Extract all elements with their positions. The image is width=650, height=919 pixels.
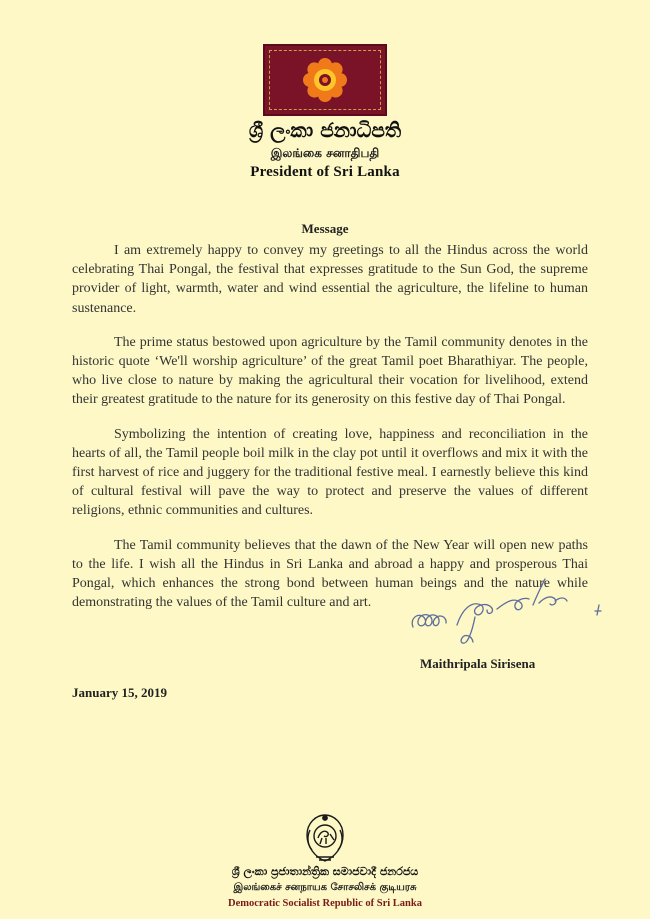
national-emblem-icon [302, 812, 348, 864]
paragraph-3: Symbolizing the intention of creating love, happiness and reconciliation in the hearts of all, the Tamil people boil milk in the clay pot until it overflows and mix it with the first harvest of rice and juggery for the traditional festive meal. I earnestly believe this kind of cultural festival will pave the way to protect and preserve the values of different religions, ethnic communities and cultures. [72, 426, 588, 519]
title-tamil: இலங்கை சனாதிபதி [270, 146, 380, 160]
footer-tamil: இலங்கைச் சனநாயக சோசலிசக் குடியரசு [233, 882, 417, 893]
footer-english: Democratic Socialist Republic of Sri Lanka [228, 898, 422, 909]
footer-sinhala: ශ්‍රී ලංකා ප්‍රජාතාන්ත්‍රික සමාජවාදී ජනරජය [231, 865, 419, 878]
message-heading: Message [301, 221, 349, 236]
title-sinhala: ශ්‍රී ලංකා ජනාධිපති [248, 118, 402, 142]
paragraph-2: The prime status bestowed upon agriculture by the Tamil community denotes in the historic quote ‘We'll worship agriculture’ of the great Tamil poet Bharathiyar. The people, who live close to nature by making the agricultural their vocation for livelihood, extend their greatest gratitude to the nature for its generosity on this festive day of Thai Pongal. [72, 334, 588, 408]
paragraph-1: I am extremely happy to convey my greetings to all the Hindus across the world celebrating Thai Pongal, the festival that expresses gratitude to the Sun God, the supreme provider of light, warmth, water and wind essential the agriculture, the lifeline to human sustenance. [72, 243, 588, 316]
handwritten-signature [405, 575, 605, 650]
signer-name: Maithripala Sirisena [420, 656, 536, 671]
message-body [72, 241, 588, 627]
paragraph-4: The Tamil community believes that the dawn of the New Year will open new paths to the life. I wish all the Hindus in Sri Lanka and abroad a happy and prosperous Thai Pongal, which enhances the strong bond between human beings and the nature while demonstrating the values of the Tamil culture and art. [72, 537, 588, 611]
presidential-emblem [263, 44, 387, 116]
letter-date: January 15, 2019 [72, 685, 167, 700]
title-english: President of Sri Lanka [250, 164, 400, 180]
lotus-flower-icon [265, 46, 385, 114]
